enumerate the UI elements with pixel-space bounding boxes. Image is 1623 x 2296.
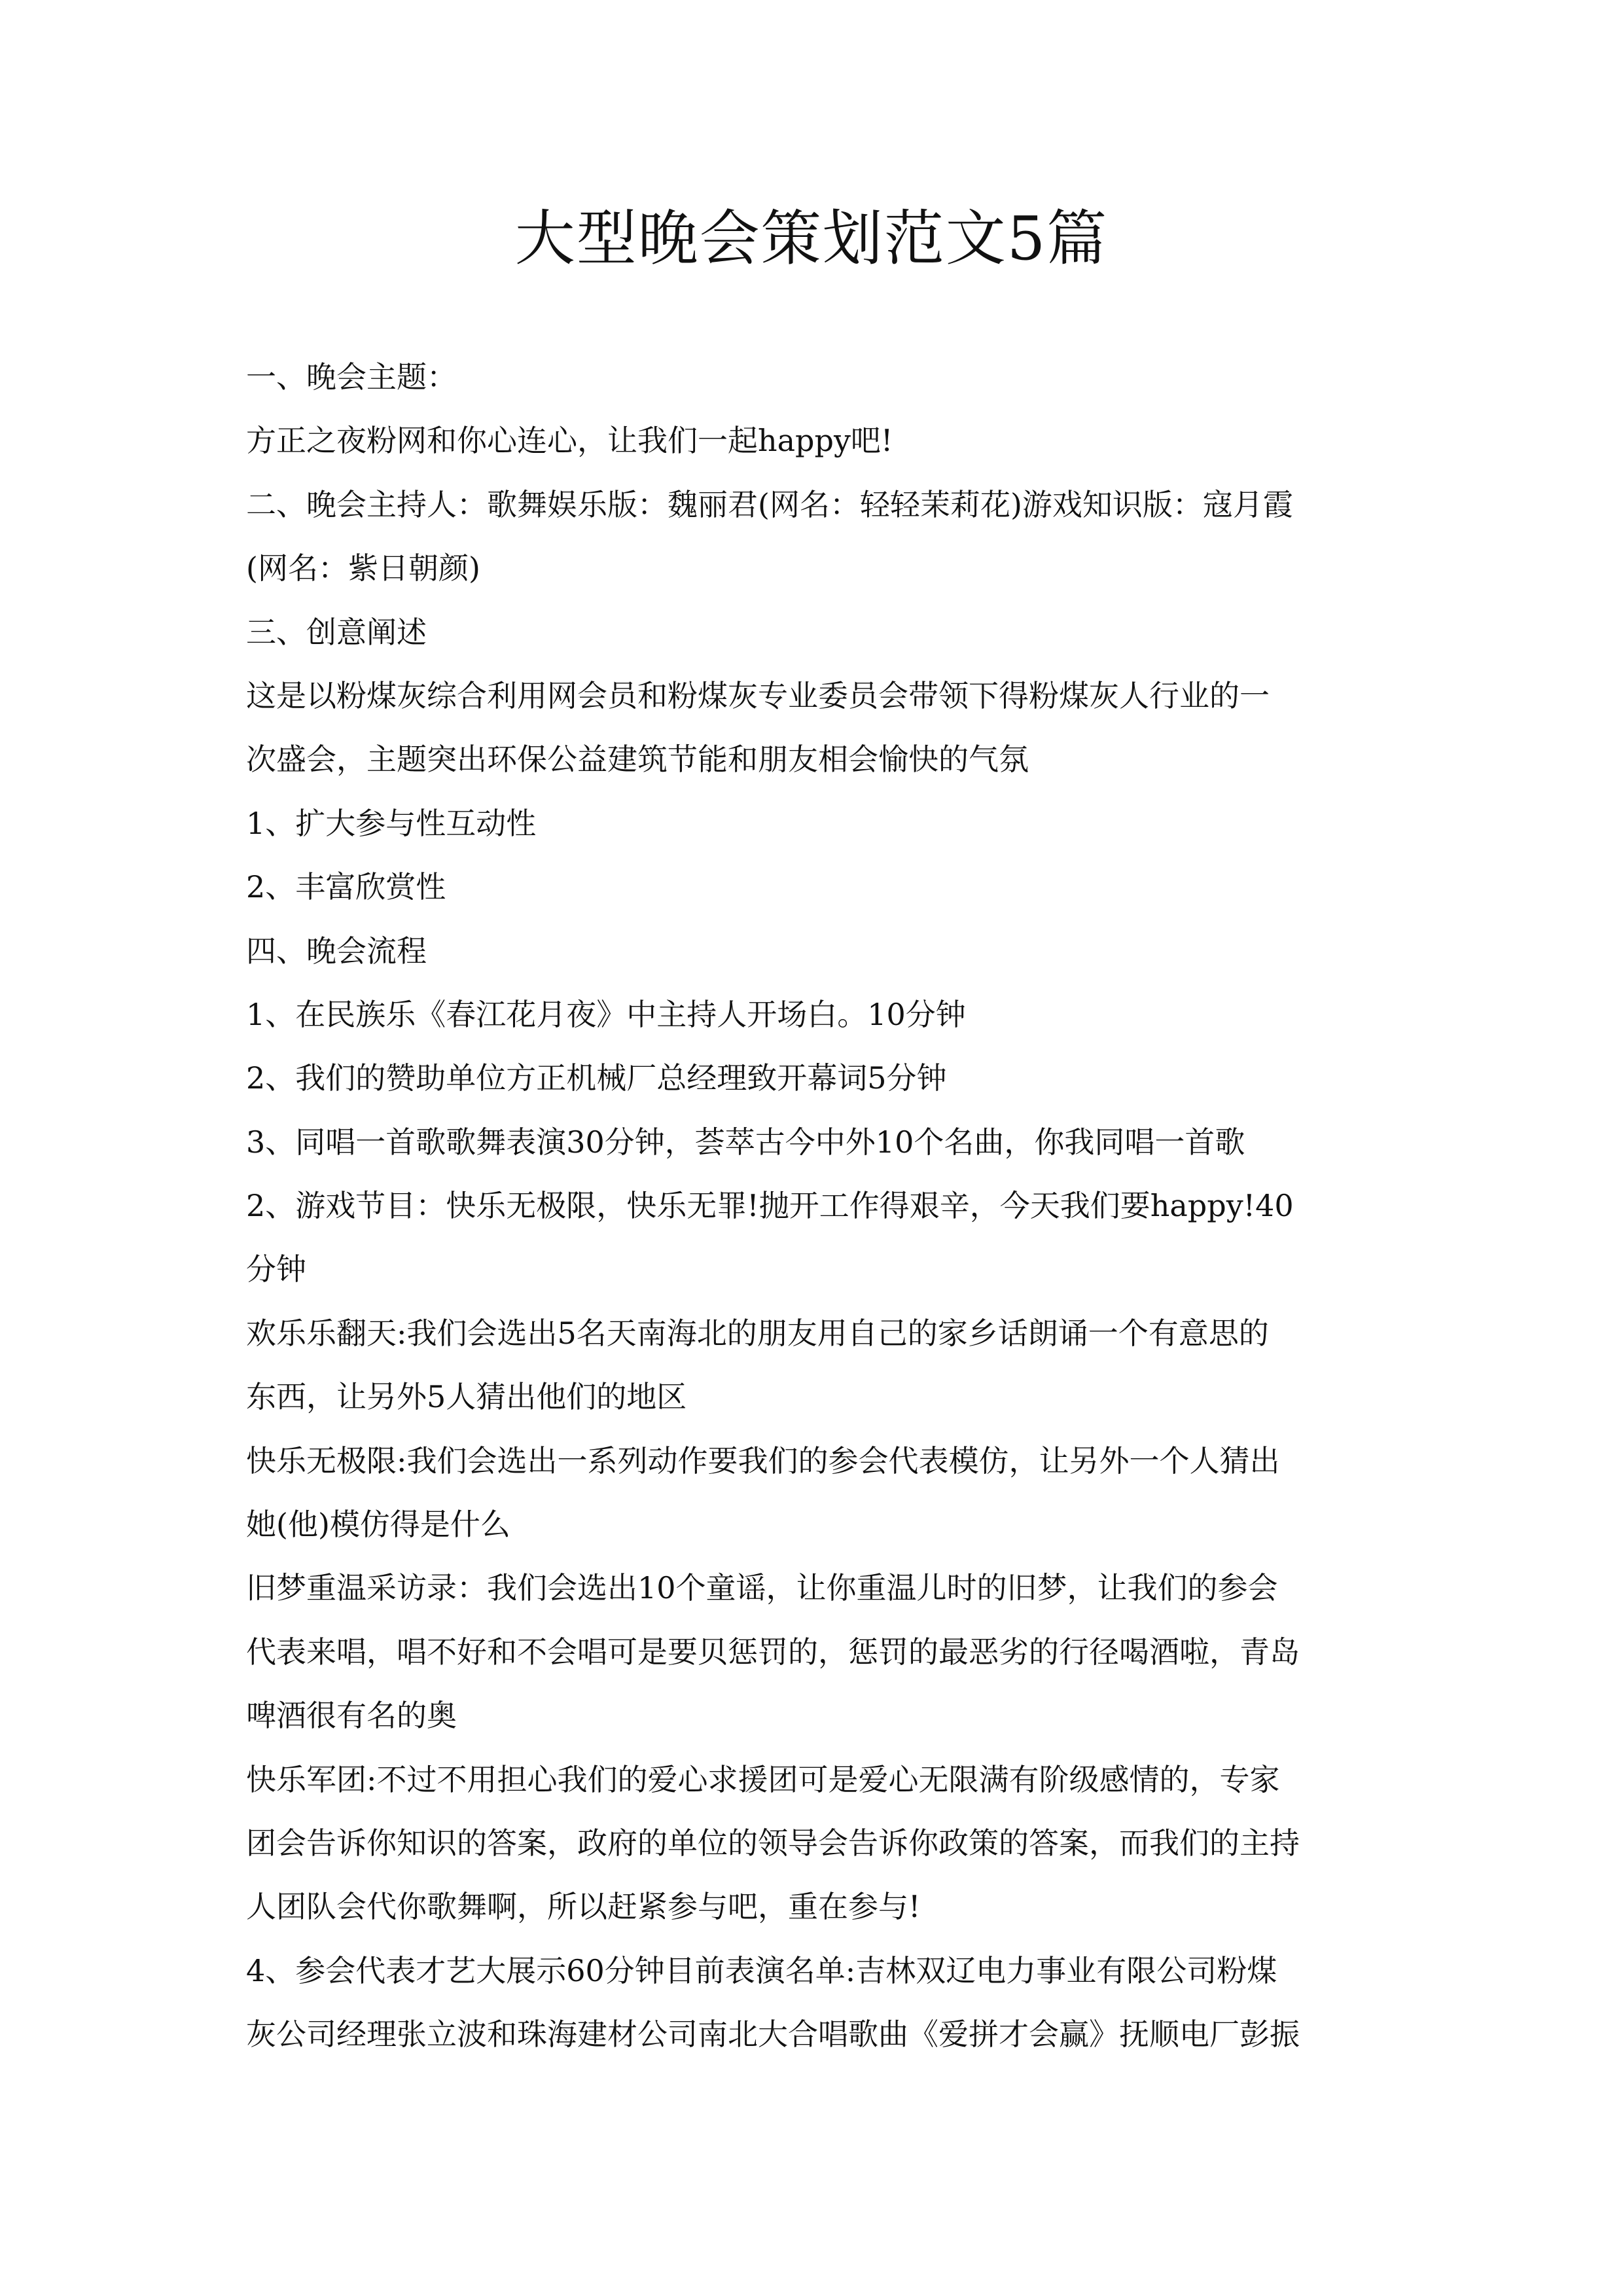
- text-line: 快乐无极限:我们会选出一系列动作要我们的参会代表模仿，让另外一个人猜出: [246, 1443, 1280, 1479]
- text-line: 一、晚会主题：: [246, 359, 457, 395]
- text-line: (网名：紫日朝颜): [246, 550, 480, 586]
- text-line: 1、扩大参与性互动性: [246, 805, 537, 841]
- text-line: 三、创意阐述: [246, 614, 427, 650]
- text-line: 东西，让另外5人猜出他们的地区: [246, 1379, 687, 1415]
- text-line: 欢乐乐翻天:我们会选出5名天南海北的朋友用自己的家乡话朗诵一个有意思的: [246, 1315, 1269, 1351]
- text-line: 方正之夜粉网和你心连心，让我们一起happy吧!: [246, 423, 893, 459]
- text-line: 1、在民族乐《春江花月夜》中主持人开场白。10分钟: [246, 996, 966, 1032]
- document-body: [246, 346, 1398, 2067]
- text-line: 分钟: [246, 1251, 306, 1287]
- text-line: 灰公司经理张立波和珠海建材公司南北大合唱歌曲《爱拼才会赢》抚顺电厂彭振: [246, 2017, 1300, 2053]
- text-line: 2、游戏节目：快乐无极限，快乐无罪!抛开工作得艰辛，今天我们要happy!40: [246, 1188, 1294, 1224]
- text-line: 四、晚会流程: [246, 933, 427, 969]
- text-line: 2、丰富欣赏性: [246, 869, 446, 905]
- document-title: 大型晚会策划范文5篇: [514, 204, 1109, 274]
- text-line: 旧梦重温采访录：我们会选出10个童谣，让你重温儿时的旧梦，让我们的参会: [246, 1570, 1278, 1606]
- text-line: 代表来唱，唱不好和不会唱可是要贝惩罚的，惩罚的最恶劣的行径喝酒啦，青岛: [246, 1634, 1300, 1670]
- text-line: 次盛会，主题突出环保公益建筑节能和朋友相会愉快的气氛: [246, 742, 1029, 778]
- text-line: 3、同唱一首歌歌舞表演30分钟，荟萃古今中外10个名曲，你我同唱一首歌: [246, 1124, 1245, 1160]
- text-line: 她(他)模仿得是什么: [246, 1507, 510, 1543]
- text-line: 2、我们的赞助单位方正机械厂总经理致开幕词5分钟: [246, 1060, 947, 1096]
- text-line: 人团队会代你歌舞啊，所以赶紧参与吧，重在参与!: [246, 1889, 921, 1925]
- text-line: 团会告诉你知识的答案，政府的单位的领导会告诉你政策的答案，而我们的主持: [246, 1825, 1300, 1861]
- text-line: 啤酒很有名的奥: [246, 1698, 457, 1734]
- text-line: 快乐军团:不过不用担心我们的爱心求援团可是爱心无限满有阶级感情的，专家: [246, 1761, 1280, 1797]
- text-line: 4、参会代表才艺大展示60分钟目前表演名单:吉林双辽电力事业有限公司粉煤: [246, 1952, 1277, 1988]
- text-line: 二、晚会主持人：歌舞娱乐版：魏丽君(网名：轻轻茉莉花)游戏知识版：寇月霞: [246, 486, 1293, 522]
- text-line: 这是以粉煤灰综合利用网会员和粉煤灰专业委员会带领下得粉煤灰人行业的一: [246, 677, 1270, 713]
